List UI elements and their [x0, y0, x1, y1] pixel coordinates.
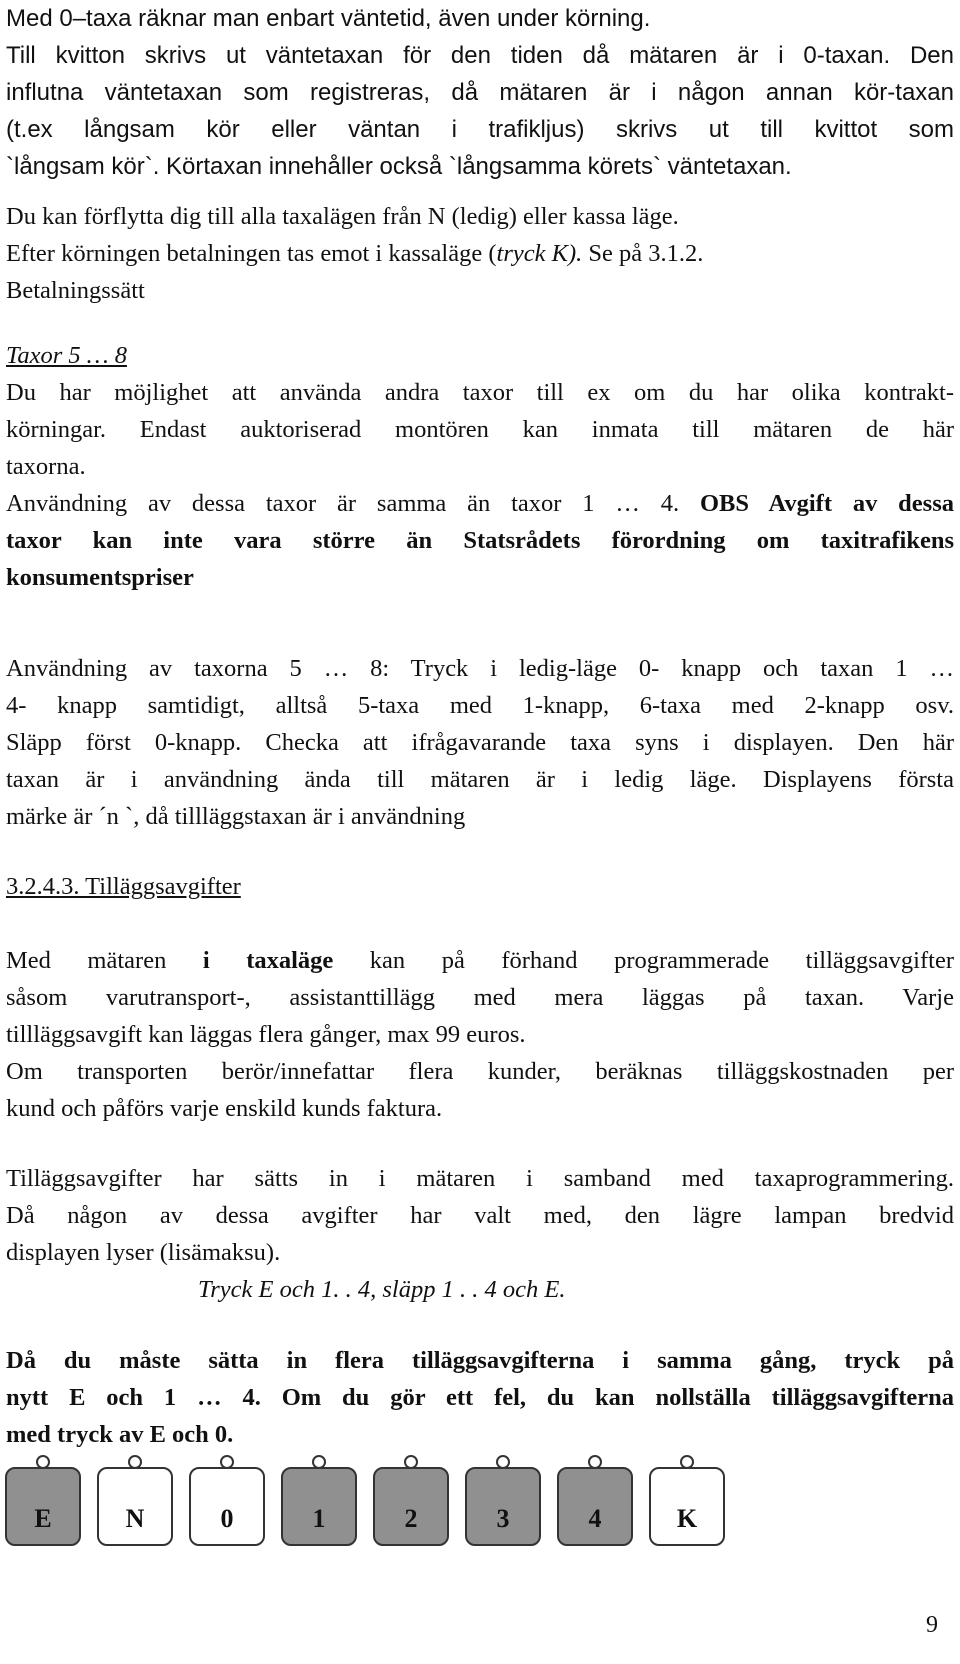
text-line: Om transporten berör/innefattar flera kunder, beräknas tilläggskostnaden per — [6, 1058, 954, 1085]
text-line — [6, 942, 954, 979]
paragraph-taxalagen — [6, 198, 954, 309]
led-indicator-icon — [680, 1455, 694, 1469]
instruction-line: Tryck E och 1. . 4, släpp 1 . . 4 och E. — [198, 1276, 566, 1303]
text-line: displayen lyser (lisämaksu). — [6, 1239, 281, 1266]
paragraph-tillaggsavgifter — [6, 942, 954, 1127]
text-line: kund och påförs varje enskild kunds faktura. — [6, 1095, 443, 1122]
text-line: 4- knapp samtidigt, alltså 5-taxa med 1-knapp, 6-taxa med 2-knapp osv. — [6, 692, 954, 719]
key-0 — [189, 1467, 265, 1546]
paragraph-vantetaxa — [6, 0, 954, 185]
key-label: K — [676, 1504, 698, 1533]
text-line-bold: Då du måste sätta in flera tilläggsavgifterna i samma gång, tryck på — [6, 1347, 954, 1374]
text-line: Släpp först 0-knapp. Checka att ifrågavarande taxa syns i displayen. Den här — [6, 729, 954, 756]
text-line: taxan är i användning ända till mätaren är i ledig läge. Displayens första — [6, 766, 954, 793]
key-label: 2 — [404, 1504, 418, 1533]
section-taxor-5-8 — [6, 337, 954, 596]
key-1 — [281, 1467, 357, 1546]
text-segment: Med mätaren — [6, 947, 203, 974]
text-line: Tilläggsavgifter har sätts in i mätaren i samband med taxaprogrammering. — [6, 1165, 954, 1192]
text-line-bold: konsumentspriser — [6, 564, 194, 591]
text-line: Till kvitton skrivs ut väntetaxan för den tiden då mätaren är i 0-taxan. Den — [6, 42, 954, 69]
key-e — [5, 1467, 81, 1546]
text-line: Betalningssätt — [6, 277, 145, 304]
key-label: N — [125, 1504, 145, 1533]
key-4 — [557, 1467, 633, 1546]
text-line: influtna väntetaxan som registreras, då mätaren är i någon annan kör-taxan — [6, 79, 954, 106]
key-n — [97, 1467, 173, 1546]
text-segment-bold: OBS Avgift av dessa — [699, 490, 954, 517]
led-indicator-icon — [588, 1455, 602, 1469]
led-indicator-icon — [496, 1455, 510, 1469]
section-heading: 3.2.4.3. Tilläggsavgifter — [6, 873, 241, 900]
text-line: Användning av taxorna 5 … 8: Tryck i ledig-läge 0- knapp och taxan 1 … — [6, 655, 954, 682]
key-k — [649, 1467, 725, 1546]
key-2 — [373, 1467, 449, 1546]
text-line: Du har möjlighet att använda andra taxor till ex om du har olika kontrakt- — [6, 379, 954, 406]
text-line: märke är ´n `, då tillläggstaxan är i användning — [6, 803, 466, 830]
led-indicator-icon — [312, 1455, 326, 1469]
page-number: 9 — [926, 1612, 938, 1638]
text-line: Med 0–taxa räknar man enbart väntetid, även under körning. — [6, 5, 651, 32]
text-segment-bold: i taxaläge — [202, 947, 334, 974]
key-label: 0 — [220, 1504, 234, 1533]
text-line — [6, 485, 954, 522]
led-indicator-icon — [220, 1455, 234, 1469]
key-label: 1 — [312, 1504, 326, 1533]
text-line — [6, 235, 954, 272]
text-line: `långsam kör`. Körtaxan innehåller också `långsamma körets` väntetaxan. — [6, 153, 792, 180]
key-label: 3 — [496, 1504, 510, 1533]
text-segment: kan på förhand programmerade tilläggsavgifter — [333, 947, 954, 974]
paragraph-anvandning-taxorna — [6, 650, 954, 835]
subheading-taxor: Taxor 5 … 8 — [6, 342, 127, 369]
key-label: 4 — [588, 1504, 602, 1533]
led-indicator-icon — [128, 1455, 142, 1469]
text-line: tillläggsavgift kan läggas flera gånger, max 99 euros. — [6, 1021, 526, 1048]
led-indicator-icon — [404, 1455, 418, 1469]
text-line: körningar. Endast auktoriserad montören kan inmata till mätaren de här — [6, 416, 954, 443]
key-3 — [465, 1467, 541, 1546]
text-line-bold: taxor kan inte vara större än Statsrådets förordning om taxitrafikens — [6, 527, 954, 554]
text-line-bold: med tryck av E och 0. — [6, 1421, 234, 1448]
text-segment-italic: tryck K). — [496, 240, 583, 267]
paragraph-taxaprogrammering — [6, 1160, 954, 1308]
text-line: (t.ex långsam kör eller väntan i trafikljus) skrivs ut till kvittot som — [6, 116, 954, 143]
section-tillaggsavgifter — [6, 868, 954, 905]
keypad-illustration — [5, 1467, 945, 1587]
paragraph-flera-tillagg — [6, 1342, 954, 1453]
text-segment: Efter körningen betalningen tas emot i kassaläge ( — [6, 240, 497, 267]
text-segment: Användning av dessa taxor är samma än taxor 1 … 4. — [6, 490, 700, 517]
text-line: såsom varutransport-, assistanttillägg med mera läggas på taxan. Varje — [6, 984, 954, 1011]
key-label: E — [34, 1504, 52, 1533]
text-line: Du kan förflytta dig till alla taxalägen från N (ledig) eller kassa läge. — [6, 203, 679, 230]
text-line: taxorna. — [6, 453, 86, 480]
text-segment: Se på 3.1.2. — [582, 240, 704, 267]
text-line-bold: nytt E och 1 … 4. Om du gör ett fel, du kan nollställa tilläggsavgifterna — [6, 1384, 954, 1411]
led-indicator-icon — [36, 1455, 50, 1469]
text-line: Då någon av dessa avgifter har valt med, den lägre lampan bredvid — [6, 1202, 954, 1229]
